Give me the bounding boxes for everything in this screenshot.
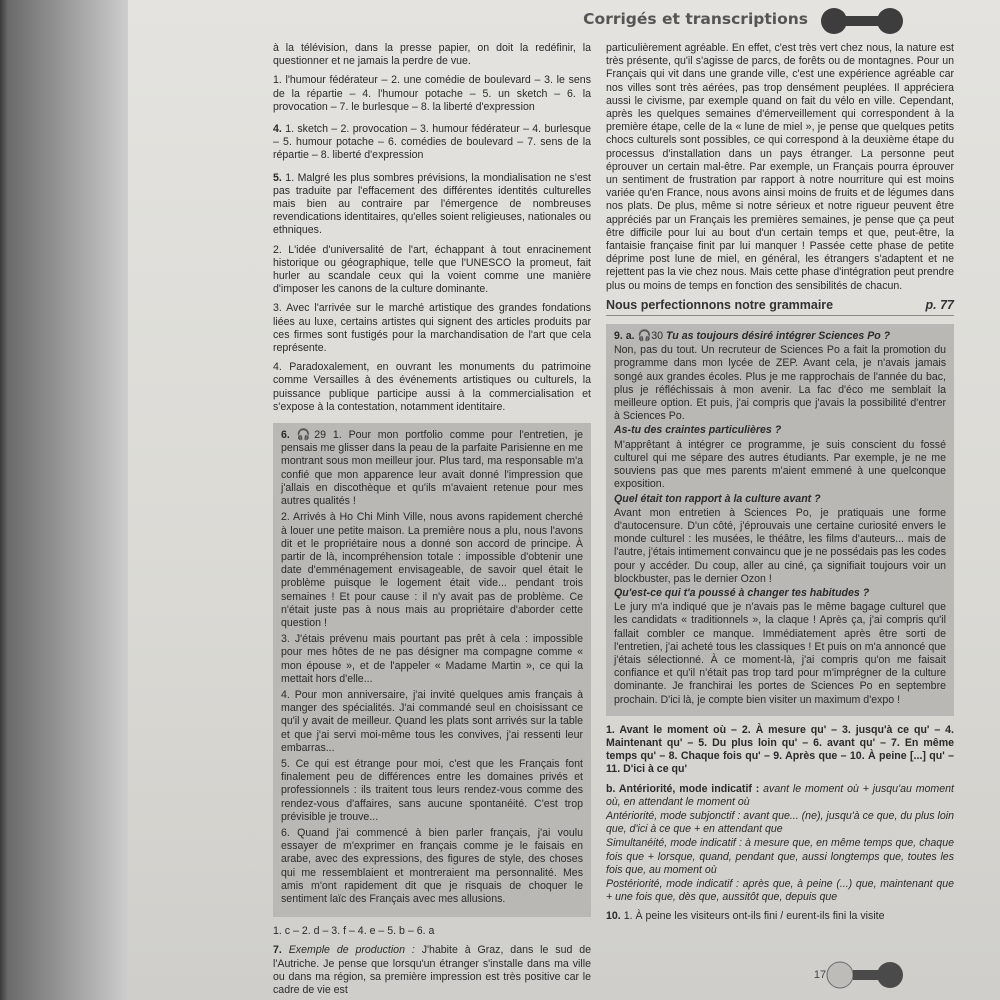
exercise-9b-line: avant le moment où + jusqu'au moment où, en attendant le moment où (606, 782, 954, 808)
exercise-4 (273, 123, 591, 163)
section-heading (606, 299, 954, 316)
exercise-5-number: 5. (273, 171, 282, 184)
exercise-5-item: 2. L'idée d'universalité de l'art, échappant à tout enracinement historique ou géographique, telle que l'UNESCO la promeut, fait hurler au scandale ceux qui la voient comme une manière d'imposer les canons de la culture dominante. (273, 243, 591, 296)
exercise-10-text: 1. À peine les visiteurs ont-ils fini / eurent-ils fini la visite (623, 910, 885, 923)
exercise-6-item: 3. J'étais prévenu mais pourtant pas prêt à cela : impossible pour mes hôtes de ne pas désigner ma compagne comme « mon épouse », et de l'appeler « Madame Martin », ce qui la mettait hors d'elle... (281, 633, 583, 685)
exercise-6-answers: 1. c – 2. d – 3. f – 4. e – 5. b – 6. a (273, 925, 435, 938)
dialogue-answer: Avant mon entretien à Sciences Po, je pratiquais une forme d'autocensure. D'un côté, j'éprouvais une certaine curiosité envers le monde culturel : les musées, le théâtre, les films d'auteurs... mais de l'autre, j'étais intimement convaincu que je ne possédais pas les codes pour y accéder. Du coup, aller au ciné, ça signifiait toujours voir un blockbuster, pas le dernier Ozon ! (614, 506, 946, 585)
dialogue-question: As-tu des craintes particulières ? (614, 424, 782, 437)
headphones-icon: 🎧 (637, 330, 652, 343)
exercise-7-label: Exemple de production : (288, 944, 415, 957)
right-column (606, 42, 954, 930)
exercise-10 (606, 910, 954, 923)
continued-paragraph: particulièrement agréable. En effet, c'est très vert chez nous, la nature est très présente, qu'il s'agisse de parcs, de forêts ou de montagnes. Pour un Français qui vit dans une grande ville, c'est une expérience agréable car nos villes sont très aérées, pas trop densément peuplées. Il appréciera aussi le civisme, par exemple quand on fait du vélo en ville. Cependant, après les quelques semaines d'émerveillement qui correspondent à la première étape, celle de la « lune de miel », je pense que quelques petits chocs culturels sont possibles, ce qui correspond à la deuxième étape du processus d'installation dans un pays étranger. La personne peut éprouver un certain mal-être. Par exemple, un Français pourra éprouver un sentiment de frustration par rapport à notre nourriture qui est moins variée qu'en France, nous avons ainsi moins de fruits et de légumes dans nos plats. De plus, même si notre sérieux et notre rigueur peuvent être appréciés par un Français les premières semaines, je pense que ça peut être difficile pour lui au bout d'un certain temps et que, peut-être, la fantaisie française finit par lui manquer ! Passée cette phase de petite déprime post lune de miel, en général, les étrangers s'adaptent et ne rejettent pas la vie chez nous. Mais cette phase d'intégration peut prendre plus ou moins de temps en fonction des sensibilités de chacun. (606, 42, 954, 292)
dialogue-question: Quel était ton rapport à la culture avant ? (614, 492, 821, 505)
exercise-4-number: 4. (273, 123, 282, 136)
headphones-icon: 🎧 (296, 429, 315, 442)
exercise-9b-label: b. Antériorité, mode indicatif : (606, 782, 760, 795)
exercise-9b-line: Antériorité, mode subjonctif : avant que... (ne), jusqu'à ce que, du plus loin que, d'ici à ce que + en attendant que (606, 809, 954, 836)
intro-paragraph: à la télévision, dans la presse papier, on doit la redéfinir, la questionner et ne jamais la perdre de vue. (273, 42, 591, 68)
exercise-5-item: 3. Avec l'arrivée sur le marché artistique des grandes fondations liées au luxe, certains artistes qui signent des articles produits par ces firmes sont fustigés pour la marchandisation de l'art que cela représente. (273, 302, 591, 355)
exercise-9-track: 30 (651, 330, 664, 343)
exercise-9a-answers: 1. Avant le moment où – 2. À mesure qu' – 3. jusqu'à ce qu' – 4. Maintenant qu' – 5. Du plus loin qu' – 6. avant qu' – 7. En même temps qu' – 8. Chaque fois qu' – 9. Après que – 10. À peine [...] qu' – 11. D'ici à ce qu' (606, 723, 954, 776)
dialogue-question: Qu'est-ce qui t'a poussé à changer tes habitudes ? (614, 586, 870, 599)
exercise-6-track: 29 (314, 429, 327, 442)
exercise-6-item (281, 429, 583, 508)
exercise-6-transcript-box (273, 423, 591, 917)
textbook-page (128, 0, 1000, 1000)
exercise-5 (273, 172, 591, 414)
header-decoration-icon (820, 7, 904, 35)
exercise-7-text: J'habite à Graz, dans le sud de l'Autriche. Je pense que lorsqu'un étranger s'installe dans ma ville ou dans ma région, sa première impression est très positive car le cadre de vie est (273, 944, 592, 996)
exercise-5-item: 4. Paradoxalement, en ouvrant les monuments du patrimoine comme Versailles à des événements artistiques ou culturels, la puissance publique participe aussi à la commercialisation et s'expose à la contestation, notamment identitaire. (273, 361, 591, 413)
exercise-4-answers: 1. sketch – 2. provocation – 3. humour fédérateur – 4. burlesque – 5. humour potache – 6. comédies de boulevard – 7. sens de la répartie – 8. liberté d'expression (273, 123, 591, 162)
exercise-10-number: 10. (606, 910, 621, 923)
exercise-7 (273, 944, 591, 997)
exercise-3-answers: 1. l'humour fédérateur – 2. une comédie de boulevard – 3. le sens de la répartie – 4. l'humour potache – 5. un sketch – 6. la provocation – 7. le burlesque – 8. la liberté d'expression (273, 74, 591, 113)
exercise-7-number: 7. (273, 944, 282, 957)
section-page-ref: p. 77 (925, 297, 954, 312)
exercise-6-item: 6. Quand j'ai commencé à bien parler français, j'ai voulu essayer de m'exprimer en français comme je le faisais en arabe, avec des expressions, des figures de style, des choses qui me ressemblaient et montreraient ma personnalité. Mes amis m'ont rapidement dit que je risquais de choquer le sentiment laïc des Français avec mes allusions. (281, 826, 583, 905)
page-header-title: Corrigés et transcriptions (583, 10, 808, 28)
left-column (273, 42, 591, 1000)
exercise-6-item-text: 1. Pour mon portfolio comme pour l'entretien, je pensais me glisser dans la peau de la parfaite Parisienne en me montrant sous mon meilleur jour. Plus tard, ma responsable m'a confié que mon apparence leur avait donné l'impression que j'allais en discothèque et qu'ils m'avaient retenue pour mes autres qualités ! (281, 429, 583, 508)
exercise-9b-line: Postériorité, mode indicatif : après que, à peine (...) que, maintenant que + une fois que, dès que, aussitôt que, depuis que (606, 877, 954, 904)
exercise-9-heading (614, 330, 946, 343)
dialogue-question: Tu as toujours désiré intégrer Sciences Po ? (666, 330, 891, 343)
exercise-5-item-text: 1. Malgré les plus sombres prévisions, la mondialisation ne s'est pas traduite par l'effacement des différentes identités culturelles mais bien au contraire par l'émergence de nombreuses revendications identitaires, qu'elles soient religieuses, nationales ou ethniques. (273, 171, 591, 237)
exercise-6-item: 4. Pour mon anniversaire, j'ai invité quelques amis français à manger des spécialités. J'ai commandé seul en choisissant ce qu'il y avait de meilleur. Quand les plats sont arrivés sur la table et que j'ai servi moi-même tous les convives, j'ai ressenti leur embarras... (281, 688, 583, 754)
dialogue-answer: Non, pas du tout. Un recruteur de Sciences Po a fait la promotion du programme dans mon lycée de ZEP. Avant cela, je n'avais jamais songé aux grandes écoles. Plus je me rapprochais de l'année du bac, plus je réfléchissais à mon avenir. La fac d'éco me semblait la meilleure option. Et puis, j'ai compris que j'avais la possibilité d'entrer à Sciences Po. (614, 344, 946, 423)
exercise-5-item (273, 172, 591, 238)
exercise-6-number: 6. (281, 429, 290, 442)
page-number: 17 (813, 969, 827, 981)
dialogue-answer: Le jury m'a indiqué que je n'avais pas le même bagage culturel que les candidats « traditionnels », la claque ! Après ça, j'ai compris qu'il fallait combler ce manque. Immédiatement après être sorti de l'entretien, j'ai acheté tous les classiques ! Et puis on m'a annoncé que j'étais sélectionné. À ce moment-là, j'ai compris qu'on me faisait confiance et qu'il n'était pas trop tard pour m'imprégner de la culture dominante. Je franchirai les portes de Sciences Po en septembre prochain. D'ici là, je compte bien visiter un maximum d'expo ! (614, 601, 946, 706)
exercise-6-item: 5. Ce qui est étrange pour moi, c'est que les Français font finalement peu de différences entre les domaines privés et professionnels : ils traitent tous leurs rendez-vous comme des rendez-vous d'affaires, sans aucune spontanéité. C'est trop prévisible je trouve... (281, 757, 583, 823)
exercise-6-item: 2. Arrivés à Ho Chi Minh Ville, nous avons rapidement cherché à louer une petite maison. La première nous a plu, nous l'avons dit et le propriétaire nous a donné son accord de principe. À partir de là, incompréhension totale : impossible d'obtenir une date d'emménagement envisageable, de savoir quel était le problème puisque le logement était vide... pendant trois semaines ! Et pour cause : il n'y avait pas de problème. Ce n'était juste pas à nous mais au propriétaire d'aborder cette question ! (281, 511, 583, 629)
exercise-9b-line: Simultanéité, mode indicatif : à mesure que, en même temps que, chaque fois que + lorsque, quand, pendant que, aussi longtemps que, toutes les fois que, au moment où (606, 837, 954, 876)
exercise-9-number: 9. a. (614, 330, 635, 343)
exercise-9b (606, 783, 954, 809)
exercise-9-transcript-box (606, 324, 954, 716)
dialogue-answer: M'apprêtant à intégrer ce programme, je suis conscient du fossé culturel qui me sépare des autres étudiants. Par exemple, je ne me souviens pas que mes parents m'aient emmené à une quelconque exposition. (614, 438, 946, 491)
section-title: Nous perfectionnons notre grammaire (606, 297, 834, 312)
